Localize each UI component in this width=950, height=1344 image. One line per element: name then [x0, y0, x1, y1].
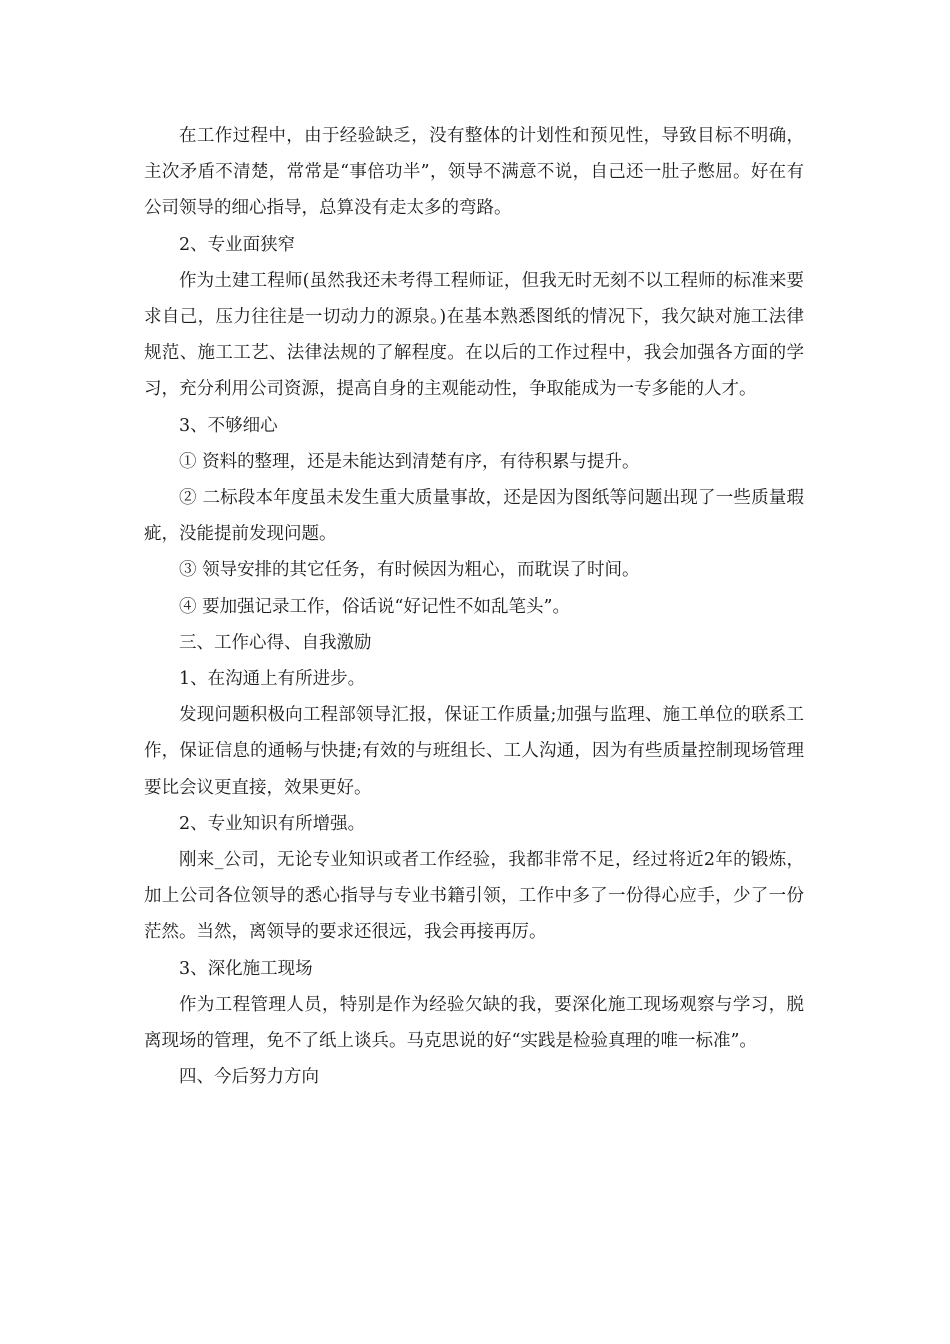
list-item: ③ 领导安排的其它任务，有时候因为粗心，而耽误了时间。 — [179, 560, 640, 581]
section-heading: 3、深化施工现场 — [179, 958, 313, 979]
paragraph: 在工作过程中，由于经验缺乏，没有整体的计划性和预见性，导致目标不明确，主次矛盾不清楚，常常是“事倍功半”，领导不满意不说，自己还一肚子憋屈。好在有公司领导的细心指导，总算没有走太多的弯路。 — [144, 126, 804, 219]
list-item: ② 二标段本年度虽未发生重大质量事故，还是因为图纸等问题出现了一些质量瑕疵，没能提前发现问题。 — [144, 488, 804, 545]
section-heading: 1、在沟通上有所进步。 — [179, 669, 366, 690]
section-heading: 2、专业知识有所增强。 — [179, 813, 366, 834]
section-heading: 2、专业面狭窄 — [179, 234, 296, 255]
paragraph: 作为土建工程师(虽然我还未考得工程师证，但我无时无刻不以工程师的标准来要求自己，压力往往是一切动力的源泉。)在基本熟悉图纸的情况下，我欠缺对施工法律规范、施工工艺、法律法规的了解程度。在以后的工作过程中，我会加强各方面的学习，充分利用公司资源，提高自身的主观能动性，争取能成为一专多能的人才。 — [144, 270, 804, 400]
chapter-heading: 四、今后努力方向 — [179, 1067, 319, 1088]
list-item: ① 资料的整理，还是未能达到清楚有序，有待积累与提升。 — [179, 451, 640, 472]
document-body — [144, 118, 804, 1095]
paragraph: 作为工程管理人员，特别是作为经验欠缺的我，要深化施工现场观察与学习，脱离现场的管理，免不了纸上谈兵。马克思说的好“实践是检验真理的唯一标准”。 — [144, 994, 804, 1052]
section-heading: 3、不够细心 — [179, 415, 278, 436]
list-item: ④ 要加强记录工作，俗话说“好记性不如乱笔头”。 — [179, 596, 570, 617]
chapter-heading: 三、工作心得、自我激励 — [179, 632, 372, 653]
paragraph: 刚来_公司，无论专业知识或者工作经验，我都非常不足，经过将近2年的锻炼，加上公司各位领导的悉心指导与专业书籍引领，工作中多了一份得心应手，少了一份茫然。当然，离领导的要求还很远，我会再接再厉。 — [144, 850, 804, 943]
paragraph: 发现问题积极向工程部领导汇报，保证工作质量;加强与监理、施工单位的联系工作，保证信息的通畅与快捷;有效的与班组长、工人沟通，因为有些质量控制现场管理要比会议更直接，效果更好。 — [144, 705, 804, 798]
